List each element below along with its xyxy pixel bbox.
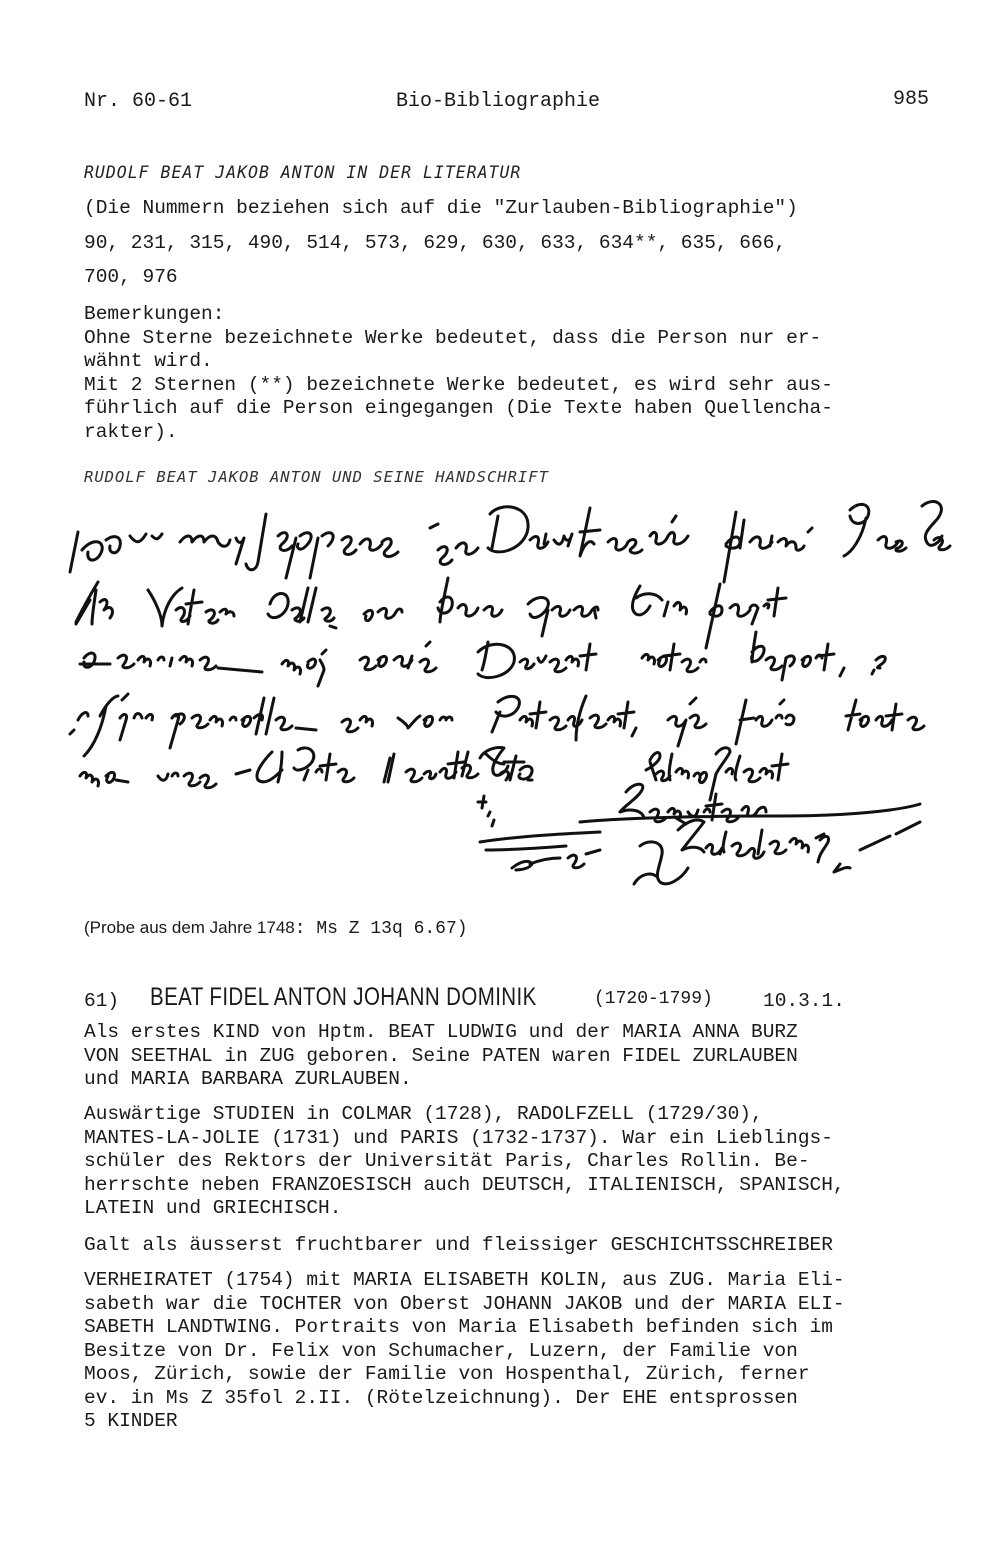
handwriting-sample-image <box>60 492 970 902</box>
entry-code: 10.3.1. <box>763 990 845 1012</box>
handschrift-heading: RUDOLF BEAT JAKOB ANTON UND SEINE HANDSCHRIFT <box>84 468 549 486</box>
bemerkungen-block <box>84 303 833 444</box>
bemerkungen-line: rakter). <box>84 420 178 443</box>
bemerkungen-line: Mit 2 Sternen (**) bezeichnete Werke bedeutet, es wird sehr aus- <box>84 373 833 396</box>
text-line: VON SEETHAL in ZUG geboren. Seine PATEN waren FIDEL ZURLAUBEN <box>84 1044 798 1067</box>
entry-dates: (1720-1799) <box>594 989 713 1009</box>
entry-paragraph-historian: Galt als äusserst fruchtbarer und fleissiger GESCHICHTSSCHREIBER <box>84 1234 833 1256</box>
caption-ms: : Ms Z 13q 6.67) <box>294 919 468 939</box>
text-line: ev. in Ms Z 35fol 2.II. (Rötelzeichnung). Der EHE entsprossen <box>84 1386 798 1409</box>
literatur-numbers-line-2: 700, 976 <box>84 266 178 288</box>
entry-name: BEAT FIDEL ANTON JOHANN DOMINIK <box>150 983 537 1011</box>
literatur-note: (Die Nummern beziehen sich auf die "Zurlauben-Bibliographie") <box>84 197 798 219</box>
literatur-heading: RUDOLF BEAT JAKOB ANTON IN DER LITERATUR <box>84 163 522 182</box>
text-line: MANTES-LA-JOLIE (1731) und PARIS (1732-1737). War ein Lieblings- <box>84 1126 833 1149</box>
bemerkungen-label: Bemerkungen: <box>84 303 225 325</box>
entry-paragraph-birth <box>84 1021 798 1092</box>
text-line: Moos, Zürich, sowie der Familie von Hospenthal, Zürich, ferner <box>84 1363 810 1385</box>
text-line: schüler des Rektors der Universität Paris, Charles Rollin. Be- <box>84 1150 810 1172</box>
text-line: VERHEIRATET (1754) mit MARIA ELISABETH KOLIN, aus ZUG. Maria Eli- <box>84 1269 845 1291</box>
bemerkungen-line: Ohne Sterne bezeichnete Werke bedeutet, dass die Person nur er- <box>84 326 822 349</box>
text-line: Auswärtige STUDIEN in COLMAR (1728), RADOLFZELL (1729/30), <box>84 1103 763 1125</box>
entry-paragraph-studies <box>84 1103 845 1221</box>
text-line: Als erstes KIND von Hptm. BEAT LUDWIG und der MARIA ANNA BURZ <box>84 1021 798 1043</box>
page-number: 985 <box>893 88 930 111</box>
text-line: Besitze von Dr. Felix von Schumacher, Luzern, der Familie von <box>84 1339 798 1362</box>
running-header-left: Nr. 60-61 <box>84 90 193 113</box>
text-line: SABETH LANDTWING. Portraits von Maria Elisabeth befinden sich im <box>84 1316 833 1338</box>
text-line: LATEIN und GRIECHISCH. <box>84 1197 342 1219</box>
entry-paragraph-marriage <box>84 1269 845 1434</box>
text-line: sabeth war die TOCHTER von Oberst JOHANN JAKOB und der MARIA ELI- <box>84 1292 845 1315</box>
literatur-numbers-line-1: 90, 231, 315, 490, 514, 573, 629, 630, 633, 634**, 635, 666, <box>84 232 787 254</box>
caption-year: 1748 <box>256 918 295 937</box>
handwriting-caption <box>84 918 468 939</box>
entry-number: 61) <box>84 990 120 1012</box>
text-line: und MARIA BARBARA ZURLAUBEN. <box>84 1068 412 1090</box>
caption-prefix: (Probe aus dem Jahre <box>84 918 257 937</box>
text-line: herrschte neben FRANZOESISCH auch DEUTSCH, ITALIENISCH, SPANISCH, <box>84 1173 845 1196</box>
running-header-title: Bio-Bibliographie <box>396 90 601 113</box>
bemerkungen-line: führlich auf die Person eingegangen (Die Texte haben Quellencha- <box>84 397 833 419</box>
text-line: 5 KINDER <box>84 1410 178 1432</box>
bemerkungen-line: wähnt wird. <box>84 350 213 372</box>
